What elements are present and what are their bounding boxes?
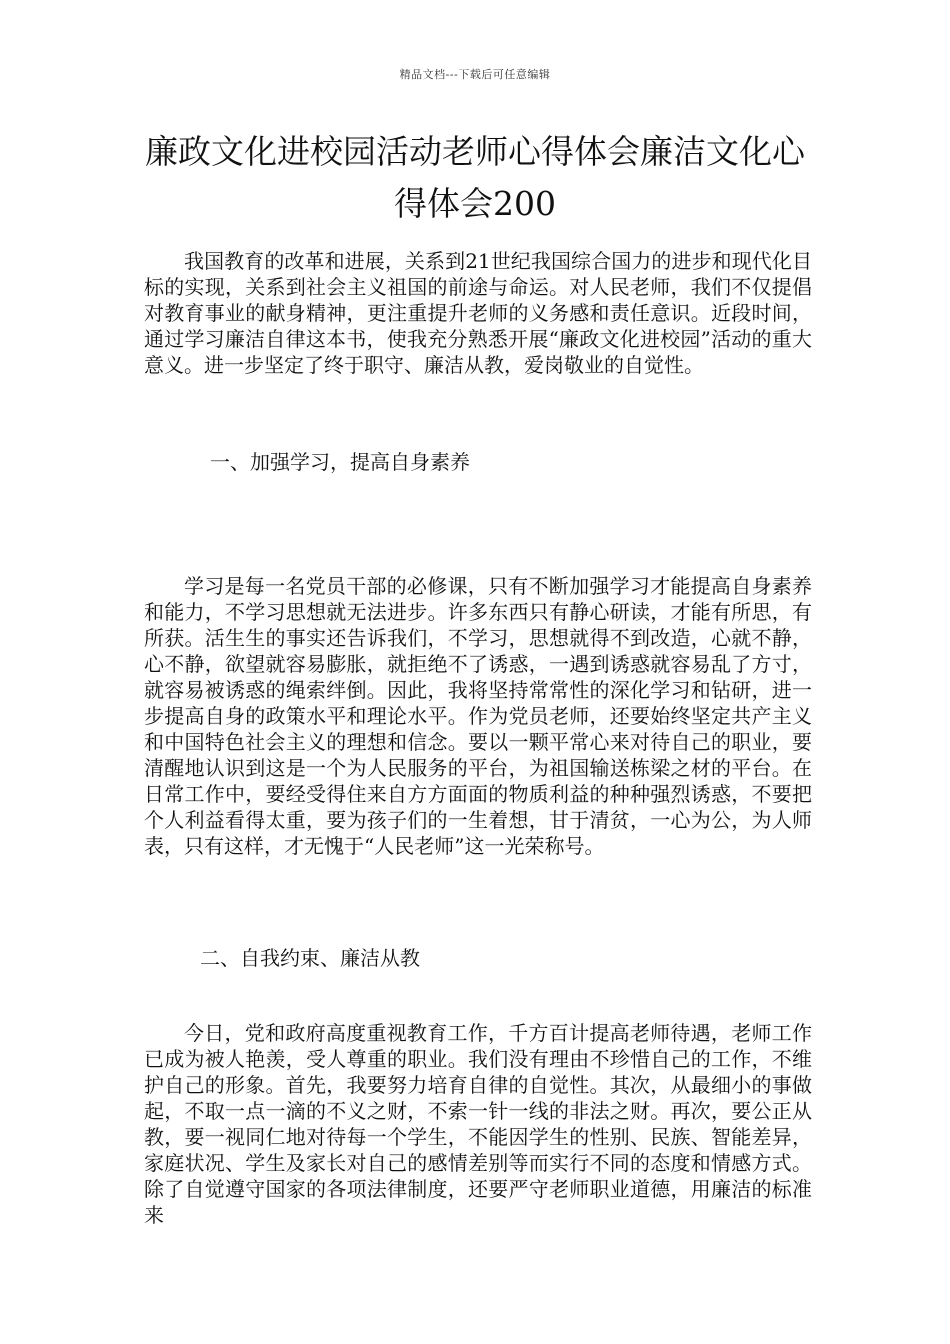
- section-1-paragraph: 学习是每一名党员干部的必修课，只有不断加强学习才能提高自身素养和能力，不学习思想就无法进步。许多东西只有静心研读，才能有所思，有所获。活生生的事实还告诉我们，不学习，思想就得不到改造，心就不静，心不静，欲望就容易膨胀，就拒绝不了诱惑，一遇到诱惑就容易乱了方寸，就容易被诱惑的绳索绊倒。因此，我将坚持常常性的深化学习和钻研，进一步提高自身的政策水平和理论水平。作为党员老师，还要始终坚定共产主义和中国特色社会主义的理想和信念。要以一颗平常心来对待自己的职业，要清醒地认识到这是一个为人民服务的平台，为祖国输送栋梁之材的平台。在日常工作中，要经受得住来自方方面面的物质利益的种种强烈诱惑，不要把个人利益看得太重，要为孩子们的一生着想，甘于清贫，一心为公，为人师表，只有这样，才无愧于“人民老师”这一光荣称号。: [144, 574, 812, 858]
- header-note: 精品文档---下载后可任意编辑: [399, 68, 551, 81]
- section-2-paragraph: 今日，党和政府高度重视教育工作，千方百计提高老师待遇，老师工作已成为被人艳羡，受人尊重的职业。我们没有理由不珍惜自己的工作，不维护自己的形象。首先，我要努力培育自律的自觉性。其次，从最细小的事做起，不取一点一滴的不义之财，不索一针一线的非法之财。再次，要公正从教，要一视同仁地对待每一个学生，不能因学生的性别、民族、智能差异，家庭状况、学生及家长对自己的感情差别等而实行不同的态度和情感方式。除了自觉遵守国家的各项法律制度，还要严守老师职业道德，用廉洁的标准来: [144, 1021, 812, 1227]
- intro-paragraph: 我国教育的改革和进展，关系到21世纪我国综合国力的进步和现代化目标的实现，关系到社会主义祖国的前途与命运。对人民老师，我们不仅提倡对教育事业的献身精神，更注重提升老师的义务感和责任意识。近段时间，通过学习廉洁自律这本书，使我充分熟悉开展“廉政文化进校园”活动的重大意义。进一步坚定了终于职守、廉洁从教，爱岗敬业的自觉性。: [144, 249, 812, 377]
- document-title: 廉政文化进校园活动老师心得体会廉洁文化心得体会200: [145, 132, 805, 223]
- section-heading-1: 一、加强学习，提高自身素养: [210, 450, 470, 474]
- section-heading-2: 二、自我约束、廉洁从教: [200, 946, 420, 970]
